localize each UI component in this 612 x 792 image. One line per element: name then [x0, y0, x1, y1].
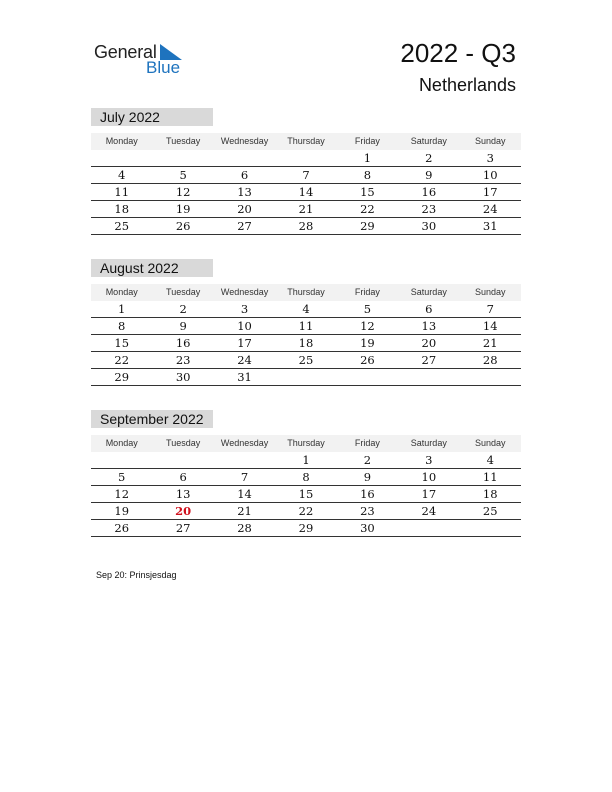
day-cell: 13: [237, 185, 252, 199]
weekday-label: Tuesday: [166, 136, 201, 146]
day-cell: 28: [482, 353, 498, 367]
day-cell: 11: [114, 185, 130, 199]
day-cell: 14: [298, 185, 314, 199]
weekday-label: Friday: [354, 136, 380, 146]
day-cell: 8: [363, 168, 372, 182]
month-title: July 2022: [91, 108, 213, 126]
day-cell: 9: [363, 470, 372, 484]
day-cell: 12: [114, 487, 130, 501]
day-cell: [275, 369, 336, 385]
month-july: [91, 108, 521, 235]
day-cell: 5: [118, 470, 126, 484]
day-cell: [214, 452, 275, 468]
day-cell: [398, 520, 459, 536]
day-cell: 5: [363, 302, 372, 316]
day-cell: 2: [363, 453, 372, 467]
weekday-label: Wednesday: [220, 438, 269, 448]
logo-word-general: General: [94, 42, 157, 62]
day-cell: 24: [237, 353, 252, 367]
day-cell: 30: [421, 219, 437, 233]
day-cell: 28: [237, 521, 252, 535]
weekday-header: [91, 133, 521, 150]
week-row: [91, 520, 521, 537]
day-cell: 3: [240, 302, 249, 316]
day-cell: 29: [360, 219, 375, 233]
day-cell: 6: [425, 302, 433, 316]
day-cell: 7: [240, 470, 249, 484]
week-row: [91, 335, 521, 352]
day-cell: [91, 150, 152, 166]
week-row: [91, 218, 521, 235]
day-cell: 15: [114, 336, 130, 350]
weekday-label: Sunday: [474, 136, 506, 146]
weekday-label: Friday: [354, 438, 380, 448]
day-cell: 12: [175, 185, 191, 199]
day-cell: 18: [114, 202, 130, 216]
day-cell: 22: [298, 504, 314, 518]
day-cell: 11: [482, 470, 498, 484]
week-row: [91, 452, 521, 469]
day-cell: 25: [114, 219, 130, 233]
week-row: [91, 318, 521, 335]
day-cell: 8: [118, 319, 126, 333]
month-grid: [91, 452, 521, 537]
day-cell: 21: [237, 504, 252, 518]
day-cell: 12: [360, 319, 375, 333]
holiday-note: Sep 20: Prinsjesdag: [96, 570, 177, 580]
day-cell: 18: [482, 487, 498, 501]
month-title: September 2022: [91, 410, 213, 428]
weekday-label: Wednesday: [220, 287, 269, 297]
month-august: [91, 259, 521, 386]
day-cell: 2: [179, 302, 187, 316]
day-cell: 25: [298, 353, 314, 367]
logo-word-blue: Blue: [146, 58, 181, 77]
month-september: [91, 410, 521, 537]
weekday-label: Thursday: [287, 438, 325, 448]
day-cell: 10: [482, 168, 498, 182]
day-cell: 27: [237, 219, 252, 233]
day-cell: 17: [482, 185, 498, 199]
day-cell: 17: [421, 487, 437, 501]
day-cell: 19: [114, 504, 130, 518]
day-cell: 9: [425, 168, 433, 182]
week-row: [91, 167, 521, 184]
day-cell: 24: [482, 202, 498, 216]
day-cell: [91, 452, 152, 468]
weekday-label: Wednesday: [220, 136, 269, 146]
day-cell: 3: [425, 453, 433, 467]
day-cell: 23: [175, 353, 191, 367]
day-cell: 23: [360, 504, 375, 518]
day-cell: 4: [486, 453, 494, 467]
day-cell: [460, 369, 521, 385]
day-cell: 1: [363, 151, 372, 165]
day-cell: 13: [421, 319, 437, 333]
month-grid: [91, 301, 521, 386]
day-cell: [152, 452, 213, 468]
day-cell: 18: [298, 336, 314, 350]
month-title: August 2022: [91, 259, 213, 277]
week-row: [91, 301, 521, 318]
day-cell: 14: [237, 487, 252, 501]
day-cell: [460, 520, 521, 536]
weekday-label: Tuesday: [166, 287, 201, 297]
day-cell: 20: [421, 336, 437, 350]
day-cell: 21: [298, 202, 314, 216]
day-cell: 10: [237, 319, 252, 333]
day-cell: 20: [237, 202, 252, 216]
weekday-label: Thursday: [287, 287, 325, 297]
day-cell: 6: [240, 168, 249, 182]
day-cell: [152, 150, 213, 166]
day-cell: 9: [179, 319, 187, 333]
weekday-label: Saturday: [410, 287, 447, 297]
day-cell: 10: [421, 470, 437, 484]
day-cell: 29: [114, 370, 130, 384]
day-cell: 25: [482, 504, 498, 518]
day-cell: 15: [360, 185, 375, 199]
day-cell: 26: [360, 353, 375, 367]
day-cell: 27: [421, 353, 437, 367]
day-cell: [275, 150, 336, 166]
week-row: [91, 352, 521, 369]
weekday-label: Sunday: [474, 287, 506, 297]
month-grid: [91, 150, 521, 235]
weekday-label: Saturday: [410, 438, 447, 448]
weekday-header: [91, 435, 521, 452]
day-cell: 4: [302, 302, 310, 316]
day-cell: [337, 369, 398, 385]
day-cell: 30: [175, 370, 191, 384]
day-cell: 16: [421, 185, 437, 199]
weekday-label: Thursday: [287, 136, 325, 146]
weekday-label: Saturday: [410, 136, 447, 146]
day-cell: 23: [421, 202, 437, 216]
day-cell: 24: [421, 504, 437, 518]
day-cell: 15: [298, 487, 314, 501]
day-cell: 5: [179, 168, 187, 182]
day-cell: 7: [486, 302, 494, 316]
day-cell: 1: [118, 302, 126, 316]
weekday-header: [91, 284, 521, 301]
day-cell: 29: [298, 521, 314, 535]
week-row: [91, 503, 521, 520]
weekday-label: Sunday: [474, 438, 506, 448]
day-cell: 26: [175, 219, 191, 233]
week-row: [91, 369, 521, 386]
day-cell: 19: [360, 336, 375, 350]
weekday-label: Friday: [354, 287, 380, 297]
day-cell: 22: [360, 202, 375, 216]
day-cell: 16: [175, 336, 191, 350]
day-cell: 11: [298, 319, 314, 333]
week-row: [91, 184, 521, 201]
day-cell: 17: [237, 336, 252, 350]
day-cell: 26: [114, 521, 130, 535]
day-cell: 13: [175, 487, 191, 501]
holiday-date: 20: [175, 504, 192, 518]
week-row: [91, 486, 521, 503]
day-cell: 6: [179, 470, 187, 484]
day-cell: 31: [237, 370, 252, 384]
day-cell: 27: [175, 521, 191, 535]
country-name: Netherlands: [418, 75, 516, 95]
day-cell: 28: [298, 219, 314, 233]
day-cell: 7: [302, 168, 310, 182]
day-cell: 31: [482, 219, 498, 233]
day-cell: 14: [482, 319, 498, 333]
day-cell: 3: [486, 151, 494, 165]
day-cell: 19: [175, 202, 191, 216]
generalblue-logo: [94, 40, 194, 80]
page-title: 2022 - Q3: [400, 38, 516, 68]
weekday-label: Monday: [105, 136, 138, 146]
day-cell: 16: [360, 487, 375, 501]
week-row: [91, 201, 521, 218]
day-cell: 4: [118, 168, 126, 182]
weekday-label: Tuesday: [166, 438, 201, 448]
weekday-label: Monday: [105, 438, 138, 448]
day-cell: 22: [114, 353, 130, 367]
day-cell: 30: [360, 521, 375, 535]
day-cell: 1: [302, 453, 310, 467]
day-cell: 8: [302, 470, 310, 484]
day-cell: 2: [425, 151, 433, 165]
week-row: [91, 469, 521, 486]
day-cell: [214, 150, 275, 166]
day-cell: 21: [482, 336, 498, 350]
weekday-label: Monday: [105, 287, 138, 297]
week-row: [91, 150, 521, 167]
day-cell: [398, 369, 459, 385]
